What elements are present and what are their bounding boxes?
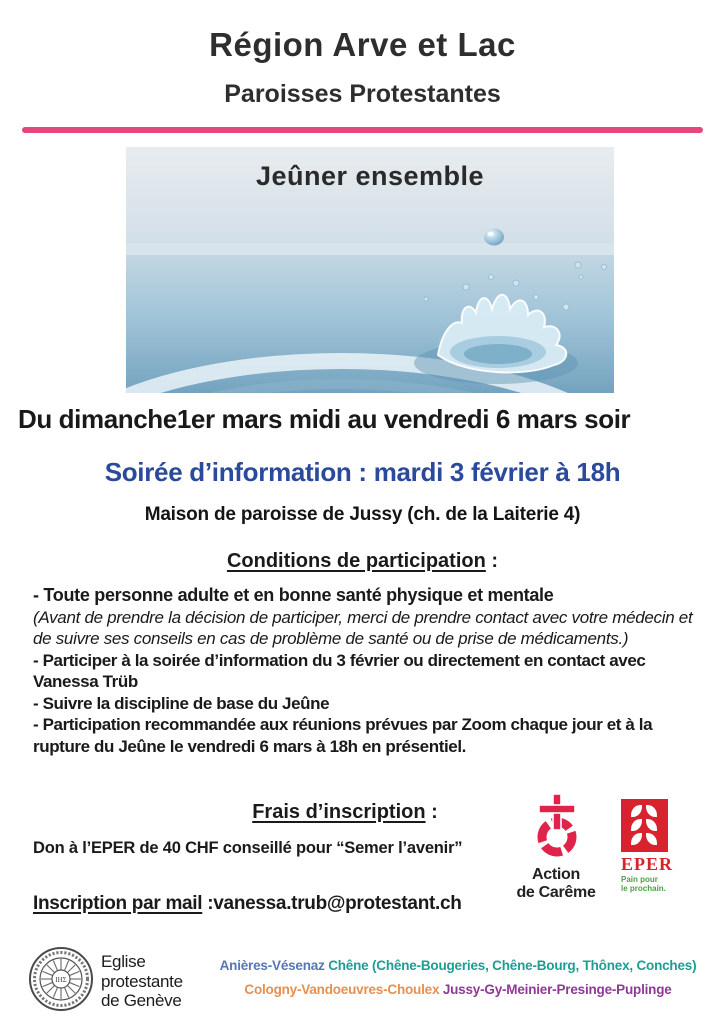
- event-dates-line: Du dimanche1er mars midi au vendredi 6 mars soir: [18, 404, 631, 434]
- donation-line: Don à l’EPER de 40 CHF conseillé pour “Semer l’avenir”: [33, 839, 463, 857]
- conditions-heading-text: Conditions de participation: [226, 550, 486, 572]
- condition-item: - Participer à la soirée d’information du 3 février ou directement en contact avec Vanessa Trüb: [33, 650, 646, 691]
- fees-heading-text: Frais d’inscription: [252, 801, 426, 823]
- condition-item-note: (Avant de prendre la décision de participer, merci de prendre contact avec votre médecin et de suivre ses conseils en cas de problème de santé ou de prise de médicaments.): [33, 607, 693, 648]
- falling-drop: [484, 229, 504, 246]
- registration-line: [33, 893, 462, 915]
- condition-item: - Toute personne adulte et en bonne santé physique et mentale: [33, 585, 554, 605]
- registration-separator: :: [202, 893, 214, 914]
- page-subtitle: Paroisses Protestantes: [224, 80, 501, 108]
- conditions-list: [33, 585, 695, 757]
- action-careme-cross-icon: [528, 794, 584, 858]
- action-careme-logo: [508, 794, 604, 902]
- condition-item: - Suivre la discipline de base du Jeûne: [33, 693, 330, 713]
- registration-email: vanessa.trub@protestant.ch: [213, 893, 462, 914]
- action-careme-label: Action de Carême: [516, 866, 596, 901]
- registration-label: Inscription par mail: [33, 893, 203, 914]
- conditions-heading: [0, 550, 725, 573]
- conditions-heading-colon: :: [485, 550, 499, 572]
- fees-heading-colon: :: [425, 801, 438, 823]
- parish-list: [205, 954, 711, 1002]
- pink-divider-rule: [22, 127, 703, 133]
- condition-item: - Participation recommandée aux réunions prévues par Zoom chaque jour et à la rupture du Jeûne le vendredi 6 mars à 18h en présentiel.: [33, 715, 653, 756]
- parish-line-1: Anières-Vésenaz Chêne (Chêne-Bougeries, Chêne-Bourg, Thônex, Conches): [219, 958, 697, 973]
- venue-line: Maison de paroisse de Jussy (ch. de la Laiterie 4): [144, 504, 581, 525]
- hero-caption: Jeûner ensemble: [255, 161, 485, 191]
- eper-tagline: Pain pour le prochain.: [621, 875, 666, 893]
- page-title: Région Arve et Lac: [209, 26, 516, 63]
- seal-center-text: IHΣ: [55, 976, 67, 984]
- eper-grain-icon: [621, 799, 668, 852]
- info-evening-line: Soirée d’information : mardi 3 février à 18h: [104, 457, 621, 487]
- eper-logo: [621, 799, 699, 893]
- church-seal-icon: [28, 946, 94, 1012]
- church-name: Eglise protestante de Genève: [101, 952, 183, 1010]
- parish-line-2: Cologny-Vandoeuvres-Choulex Jussy-Gy-Meinier-Presinge-Puplinge: [244, 982, 672, 997]
- eper-name: EPER: [621, 854, 674, 874]
- hero-image: [126, 147, 614, 393]
